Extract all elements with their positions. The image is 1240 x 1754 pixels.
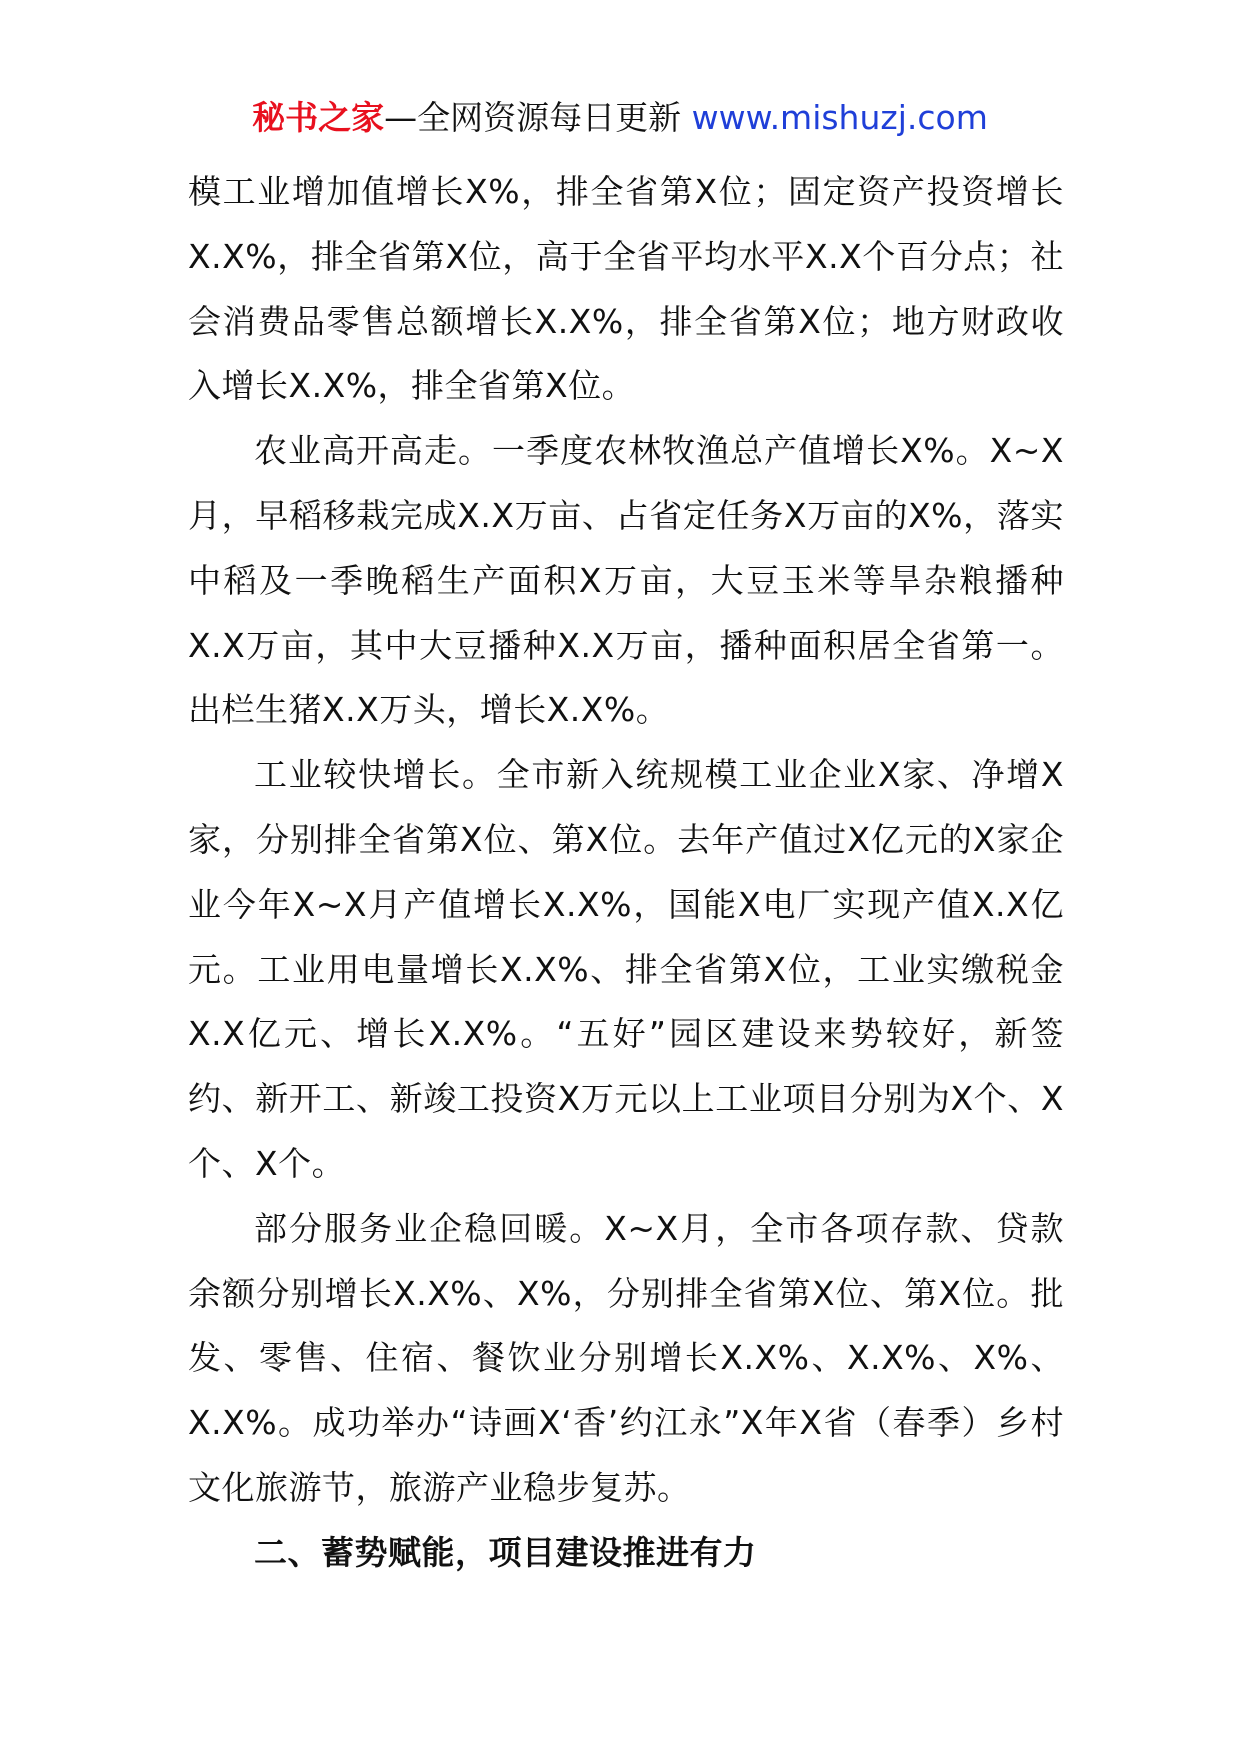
section-heading: 二、蓄势赋能，项目建设推进有力 — [254, 1532, 757, 1572]
brand-name: 秘书之家 — [252, 98, 385, 137]
page-header — [0, 96, 1240, 140]
paragraph-industry: 工业较快增长。全市新入统规模工业企业X家、净增X家，分别排全省第X位、第X位。去年产值过X亿元的X家企业今年X~X月产值增长X.X%，国能X电厂实现产值X.X亿元。工业用电量增长X.X%、排全省第X位，工业实缴税金X.X亿元、增长X.X%。“五好”园区建设来势较好，新签约、新开工、新竣工投资X万元以上工业项目分别为X个、X个、X个。 — [188, 755, 1064, 1183]
paragraph-services: 部分服务业企稳回暖。X~X月，全市各项存款、贷款余额分别增长X.X%、X%，分别排全省第X位、第X位。批发、零售、住宿、餐饮业分别增长X.X%、X.X%、X%、X.X%。成功举办“诗画X‘香’约江永”X年X省（春季）乡村文化旅游节，旅游产业稳步复苏。 — [188, 1208, 1064, 1507]
website-link[interactable]: www.mishuzj.com — [691, 98, 988, 137]
paragraph-economic-indicators: 模工业增加值增长X%，排全省第X位；固定资产投资增长X.X%，排全省第X位，高于全省平均水平X.X个百分点；社会消费品零售总额增长X.X%，排全省第X位；地方财政收入增长X.X%，排全省第X位。 — [188, 172, 1064, 406]
header-tagline: —全网资源每日更新 — [384, 98, 682, 137]
paragraph-agriculture: 农业高开高走。一季度农林牧渔总产值增长X%。X~X月，早稻移栽完成X.X万亩、占省定任务X万亩的X%，落实中稻及一季晚稻生产面积X万亩，大豆玉米等旱杂粮播种X.X万亩，其中大豆播种X.X万亩，播种面积居全省第一。出栏生猪X.X万头，增长X.X%。 — [188, 431, 1064, 730]
document-body — [188, 160, 1064, 1586]
